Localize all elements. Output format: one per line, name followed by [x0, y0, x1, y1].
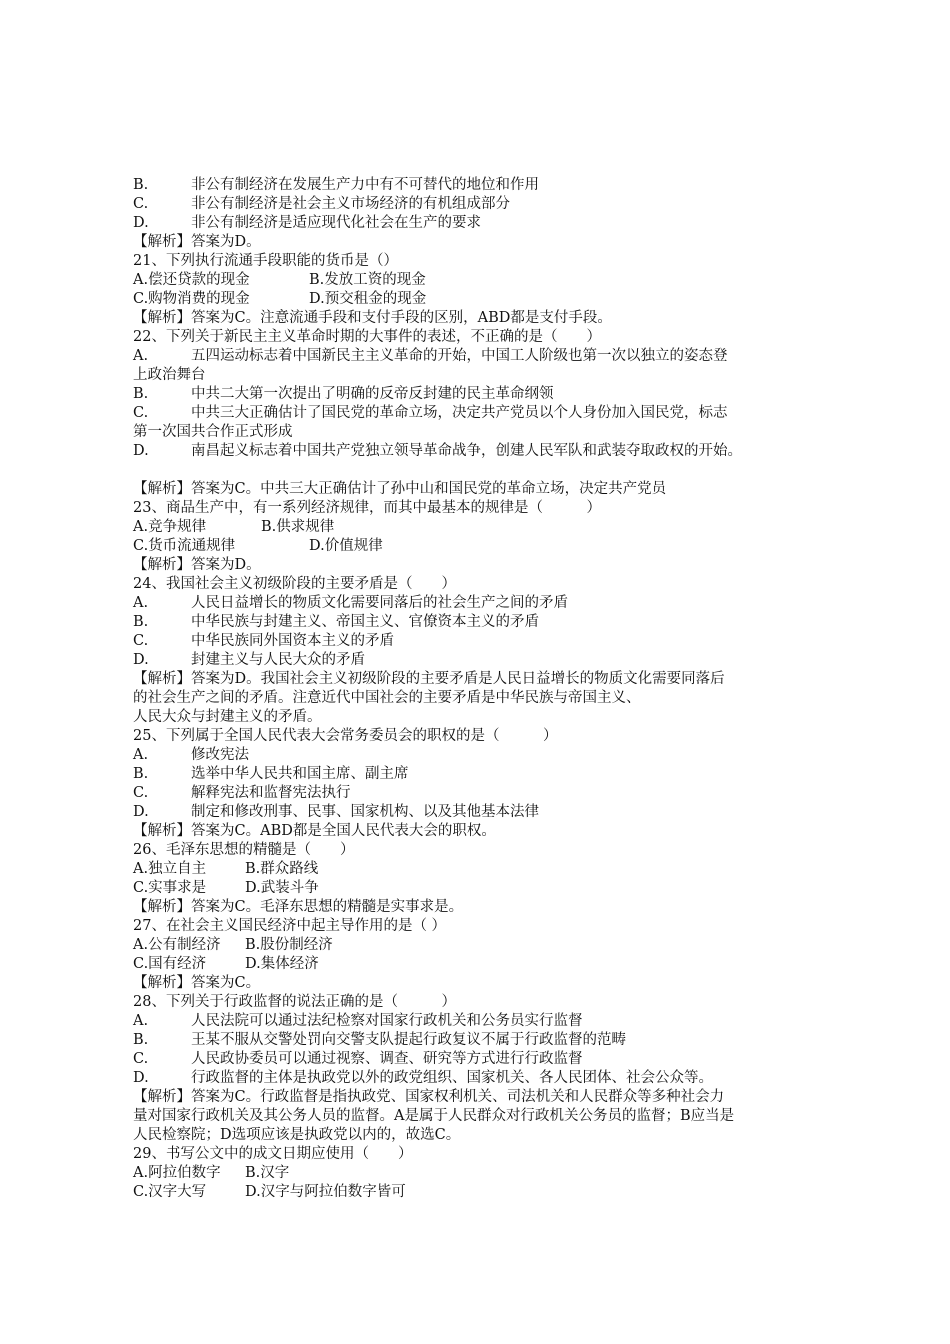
- option-pair: [133, 290, 823, 309]
- option-label: B.: [133, 614, 149, 630]
- option-pair: [133, 955, 823, 974]
- question-22: 22、下列关于新民主主义革命时期的大事件的表述，不正确的是（ ）: [133, 329, 601, 345]
- question-25: 25、下列属于全国人民代表大会常务委员会的职权的是（ ）: [133, 728, 558, 744]
- option-pair: [133, 537, 823, 556]
- option-pair: [133, 1183, 823, 1202]
- answer-explanation: 【解析】答案为C。毛泽东思想的精髓是实事求是。: [133, 899, 464, 915]
- option-row: [133, 784, 823, 803]
- answer-explanation: 【解析】答案为D。: [133, 234, 261, 250]
- option-d: D.汉字与阿拉伯数字皆可: [245, 1184, 406, 1200]
- option-label: D.: [133, 443, 149, 459]
- option-row: [133, 765, 823, 784]
- question-27: 27、在社会主义国民经济中起主导作用的是（ ）: [133, 918, 447, 934]
- option-label: C.: [133, 633, 149, 649]
- option-label: C.: [133, 1051, 149, 1067]
- option-label: A.: [133, 1013, 149, 1029]
- answer-explanation: 的社会生产之间的矛盾。注意近代中国社会的主要矛盾是中华民族与帝国主义、: [133, 690, 641, 706]
- option-a: A.阿拉伯数字: [133, 1165, 221, 1181]
- question-24: 24、我国社会主义初级阶段的主要矛盾是（ ）: [133, 576, 456, 592]
- option-row: [133, 385, 823, 404]
- question-29: 29、书写公文中的成文日期应使用（ ）: [133, 1146, 413, 1162]
- option-label: B.: [133, 1032, 149, 1048]
- option-row: [133, 404, 823, 423]
- option-label: D.: [133, 1070, 149, 1086]
- option-text: 人民政协委员可以通过视察、调查、研究等方式进行行政监督: [191, 1051, 583, 1067]
- option-row: [133, 803, 823, 822]
- option-c: C.购物消费的现金: [133, 291, 250, 307]
- option-text: 南昌起义标志着中国共产党独立领导革命战争，创建人民军队和武装夺取政权的开始。: [191, 443, 742, 459]
- option-row: [133, 651, 823, 670]
- option-row: [133, 442, 823, 461]
- option-text: 人民法院可以通过法纪检察对国家行政机关和公务员实行监督: [191, 1013, 583, 1029]
- option-pair: [133, 936, 823, 955]
- option-row: [133, 176, 823, 195]
- option-b: B.供求规律: [261, 519, 335, 535]
- option-a: A.独立自主: [133, 861, 207, 877]
- option-label: C.: [133, 196, 149, 212]
- option-text: 封建主义与人民大众的矛盾: [191, 652, 365, 668]
- option-d: D.集体经济: [245, 956, 319, 972]
- option-label: A.: [133, 595, 149, 611]
- option-text: 解释宪法和监督宪法执行: [191, 785, 351, 801]
- option-row: [133, 1069, 823, 1088]
- option-d: D.价值规律: [309, 538, 383, 554]
- option-b: B.股份制经济: [245, 937, 333, 953]
- option-label: D.: [133, 652, 149, 668]
- question-26: 26、毛泽东思想的精髓是（ ）: [133, 842, 355, 858]
- option-pair: [133, 879, 823, 898]
- answer-explanation: 【解析】答案为C。ABD都是全国人民代表大会的职权。: [133, 823, 496, 839]
- option-c: C.汉字大写: [133, 1184, 207, 1200]
- option-label: B.: [133, 766, 149, 782]
- option-text: 中华民族同外国资本主义的矛盾: [191, 633, 394, 649]
- option-text: 非公有制经济是适应现代化社会在生产的要求: [191, 215, 481, 231]
- answer-explanation: 人民检察院；D选项应该是执政党以内的，故选C。: [133, 1127, 461, 1143]
- option-label: C.: [133, 785, 149, 801]
- option-text: 非公有制经济是社会主义市场经济的有机组成部分: [191, 196, 510, 212]
- option-label: D.: [133, 804, 149, 820]
- answer-explanation: 人民大众与封建主义的矛盾。: [133, 709, 322, 725]
- option-a: A.偿还贷款的现金: [133, 272, 250, 288]
- option-a: A.公有制经济: [133, 937, 221, 953]
- option-row: [133, 347, 823, 366]
- option-c: C.国有经济: [133, 956, 207, 972]
- option-row: [133, 594, 823, 613]
- option-row: [133, 214, 823, 233]
- option-d: D.武装斗争: [245, 880, 319, 896]
- option-b: B.群众路线: [245, 861, 319, 877]
- option-pair: [133, 271, 823, 290]
- option-label: A.: [133, 747, 149, 763]
- option-row: [133, 613, 823, 632]
- option-text: 修改宪法: [191, 747, 249, 763]
- option-continuation: 第一次国共合作正式形成: [133, 424, 293, 440]
- option-b: B.汉字: [245, 1165, 290, 1181]
- option-label: B.: [133, 177, 149, 193]
- answer-explanation: 【解析】答案为C。: [133, 975, 261, 991]
- option-pair: [133, 860, 823, 879]
- option-row: [133, 1050, 823, 1069]
- option-text: 制定和修改刑事、民事、国家机构、以及其他基本法律: [191, 804, 539, 820]
- option-text: 中共三大正确估计了国民党的革命立场，决定共产党员以个人身份加入国民党，标志: [191, 405, 728, 421]
- option-row: [133, 1031, 823, 1050]
- option-label: D.: [133, 215, 149, 231]
- answer-explanation: 量对国家行政机关及其公务人员的监督。A是属于人民群众对行政机关公务员的监督；B应当是: [133, 1108, 735, 1124]
- option-continuation: 上政治舞台: [133, 367, 206, 383]
- answer-explanation: 【解析】答案为C。中共三大正确估计了孙中山和国民党的革命立场，决定共产党员: [133, 481, 667, 497]
- option-row: [133, 632, 823, 651]
- option-pair: [133, 1164, 823, 1183]
- answer-explanation: 【解析】答案为C。行政监督是指执政党、国家权利机关、司法机关和人民群众等多种社会力: [133, 1089, 725, 1105]
- option-text: 中共二大第一次提出了明确的反帝反封建的民主革命纲领: [191, 386, 554, 402]
- question-23: 23、商品生产中，有一系列经济规律，而其中最基本的规律是（ ）: [133, 500, 601, 516]
- option-d: D.预交租金的现金: [309, 291, 427, 307]
- option-a: A.竞争规律: [133, 519, 207, 535]
- option-c: C.货币流通规律: [133, 538, 236, 554]
- option-row: [133, 195, 823, 214]
- option-text: 行政监督的主体是执政党以外的政党组织、国家机关、各人民团体、社会公众等。: [191, 1070, 713, 1086]
- option-text: 非公有制经济在发展生产力中有不可替代的地位和作用: [191, 177, 539, 193]
- answer-explanation: 【解析】答案为C。注意流通手段和支付手段的区别，ABD都是支付手段。: [133, 310, 612, 326]
- option-row: [133, 1012, 823, 1031]
- answer-explanation: 【解析】答案为D。: [133, 557, 261, 573]
- option-text: 王某不服从交警处罚向交警支队提起行政复议不属于行政监督的范畴: [191, 1032, 626, 1048]
- document-page: [133, 176, 823, 1202]
- option-row: [133, 746, 823, 765]
- answer-explanation: 【解析】答案为D。我国社会主义初级阶段的主要矛盾是人民日益增长的物质文化需要同落后: [133, 671, 725, 687]
- question-28: 28、下列关于行政监督的说法正确的是（ ）: [133, 994, 456, 1010]
- option-label: A.: [133, 348, 149, 364]
- option-c: C.实事求是: [133, 880, 207, 896]
- option-text: 中华民族与封建主义、帝国主义、官僚资本主义的矛盾: [191, 614, 539, 630]
- option-label: B.: [133, 386, 149, 402]
- option-text: 选举中华人民共和国主席、副主席: [191, 766, 409, 782]
- blank-line: [133, 461, 823, 480]
- option-text: 人民日益增长的物质文化需要同落后的社会生产之间的矛盾: [191, 595, 568, 611]
- option-label: C.: [133, 405, 149, 421]
- option-text: 五四运动标志着中国新民主主义革命的开始，中国工人阶级也第一次以独立的姿态登: [191, 348, 728, 364]
- option-pair: [133, 518, 823, 537]
- question-21: 21、下列执行流通手段职能的货币是（）: [133, 253, 398, 269]
- option-b: B.发放工资的现金: [309, 272, 426, 288]
